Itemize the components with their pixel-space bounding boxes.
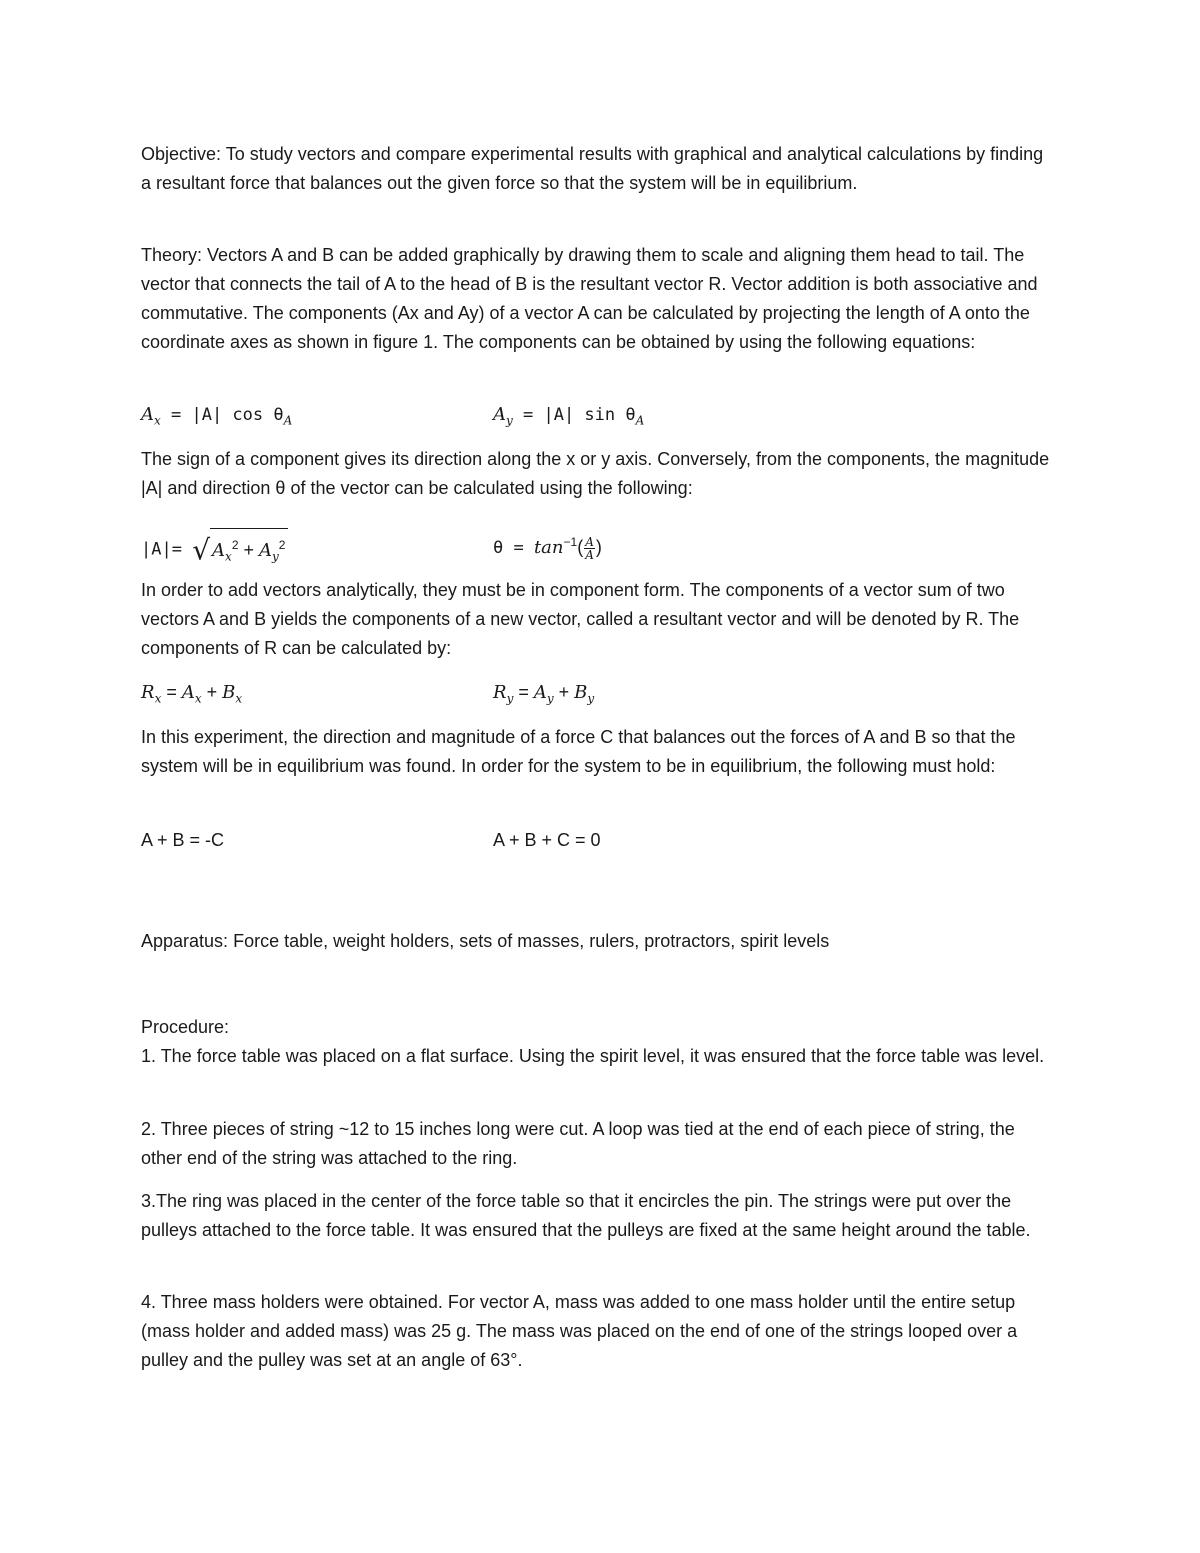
objective-text: To study vectors and compare experimental results with graphical and analytical calculations by finding a resultant force that balances out the given force so that the system will be in equilibrium. [141, 144, 1044, 193]
equation-ry: $R_y = A_y + B_y$ [493, 682, 595, 706]
component-equations [141, 400, 1056, 434]
procedure-step-3: 3.The ring was placed in the center of the force table so that it encircles the pin. The strings were put over the pulleys attached to the force table. It was ensured that the pulleys are fixed at the same height around the table. [141, 1191, 1031, 1240]
equation-ax: $A_x = |A|$ $\cos \theta_A$ [141, 404, 293, 428]
theory-section [141, 241, 1056, 357]
equation-equilibrium-1: A + B = -C [141, 830, 225, 850]
equation-rx: $R_x = A_x + B_x$ [141, 682, 243, 706]
procedure-label: Procedure: [141, 1017, 230, 1037]
equation-direction: $\theta = \tan^{-1}$( $\frac{A}{A}$ ) [493, 534, 602, 562]
procedure-step-1: 1. The force table was placed on a flat surface. Using the spirit level, it was ensured that the force table was level. [141, 1046, 1045, 1066]
procedure-step-4-wrap [141, 1288, 1056, 1375]
procedure-step-2-wrap [141, 1115, 1056, 1173]
fraction: $\frac{A}{A}$ [585, 534, 594, 562]
magnitude-direction-equations [141, 524, 1056, 568]
apparatus-label: Apparatus: [141, 931, 229, 951]
equation-equilibrium-2: A + B + C = 0 [493, 830, 601, 850]
theory-paragraph-3: In order to add vectors analytically, they must be in component form. The components of a vector sum of two vectors A and B yields the components of a new vector, called a resultant vector and will be denoted by R. The components of R can be calculated by: [141, 580, 1020, 658]
theory-text-1: Vectors A and B can be added graphically by drawing them to scale and aligning them head to tail. The vector that connects the tail of A to the head of B is the resultant vector R. Vector addition is both associative and commutative. The components (Ax and Ay) of a vector A can be calculated by projecting the length of A onto the coordinate axes as shown in figure 1. The components can be obtained by using the following equations: [141, 245, 1038, 352]
apparatus-section [141, 927, 1056, 956]
theory-label: Theory: [141, 245, 203, 265]
theory-paragraph-4: In this experiment, the direction and magnitude of a force C that balances out the forces of A and B so that the system will be in equilibrium was found. In order for the system to be in equilibrium, the following must hold: [141, 727, 1016, 776]
equation-ay: $A_y = |A|$ $\sin \theta_A$ [493, 404, 645, 428]
apparatus-text: Force table, weight holders, sets of masses, rulers, protractors, spirit levels [233, 931, 830, 951]
theory-paragraph-2: The sign of a component gives its direction along the x or y axis. Conversely, from the components, the magnitude |A| and direction θ of the vector can be calculated using the following: [141, 449, 1050, 498]
theory-paragraph-2-wrap [141, 445, 1056, 503]
objective-paragraph [141, 140, 1056, 198]
sqrt-symbol: √ $A_x^2 + A_y^2$ [192, 528, 288, 572]
equation-magnitude: |A|= √ $A_x^2 + A_y^2$ [141, 528, 288, 572]
objective-label: Objective: [141, 144, 222, 164]
procedure-step-3-wrap [141, 1187, 1056, 1245]
procedure-step-2: 2. Three pieces of string ~12 to 15 inches long were cut. A loop was tied at the end of each piece of string, the other end of the string was attached to the ring. [141, 1119, 1015, 1168]
theory-paragraph-1 [141, 241, 1056, 357]
procedure-step-4: 4. Three mass holders were obtained. For vector A, mass was added to one mass holder until the entire setup (mass holder and added mass) was 25 g. The mass was placed on the end of one of the strings looped over a pulley and the pulley was set at an angle of 63°. [141, 1292, 1018, 1370]
equilibrium-equations [141, 826, 1056, 860]
resultant-equations [141, 678, 1056, 712]
objective-section [141, 140, 1056, 198]
theory-paragraph-4-wrap [141, 723, 1056, 781]
apparatus-paragraph [141, 927, 1056, 956]
procedure-section [141, 1013, 1056, 1071]
theory-paragraph-3-wrap [141, 576, 1056, 663]
